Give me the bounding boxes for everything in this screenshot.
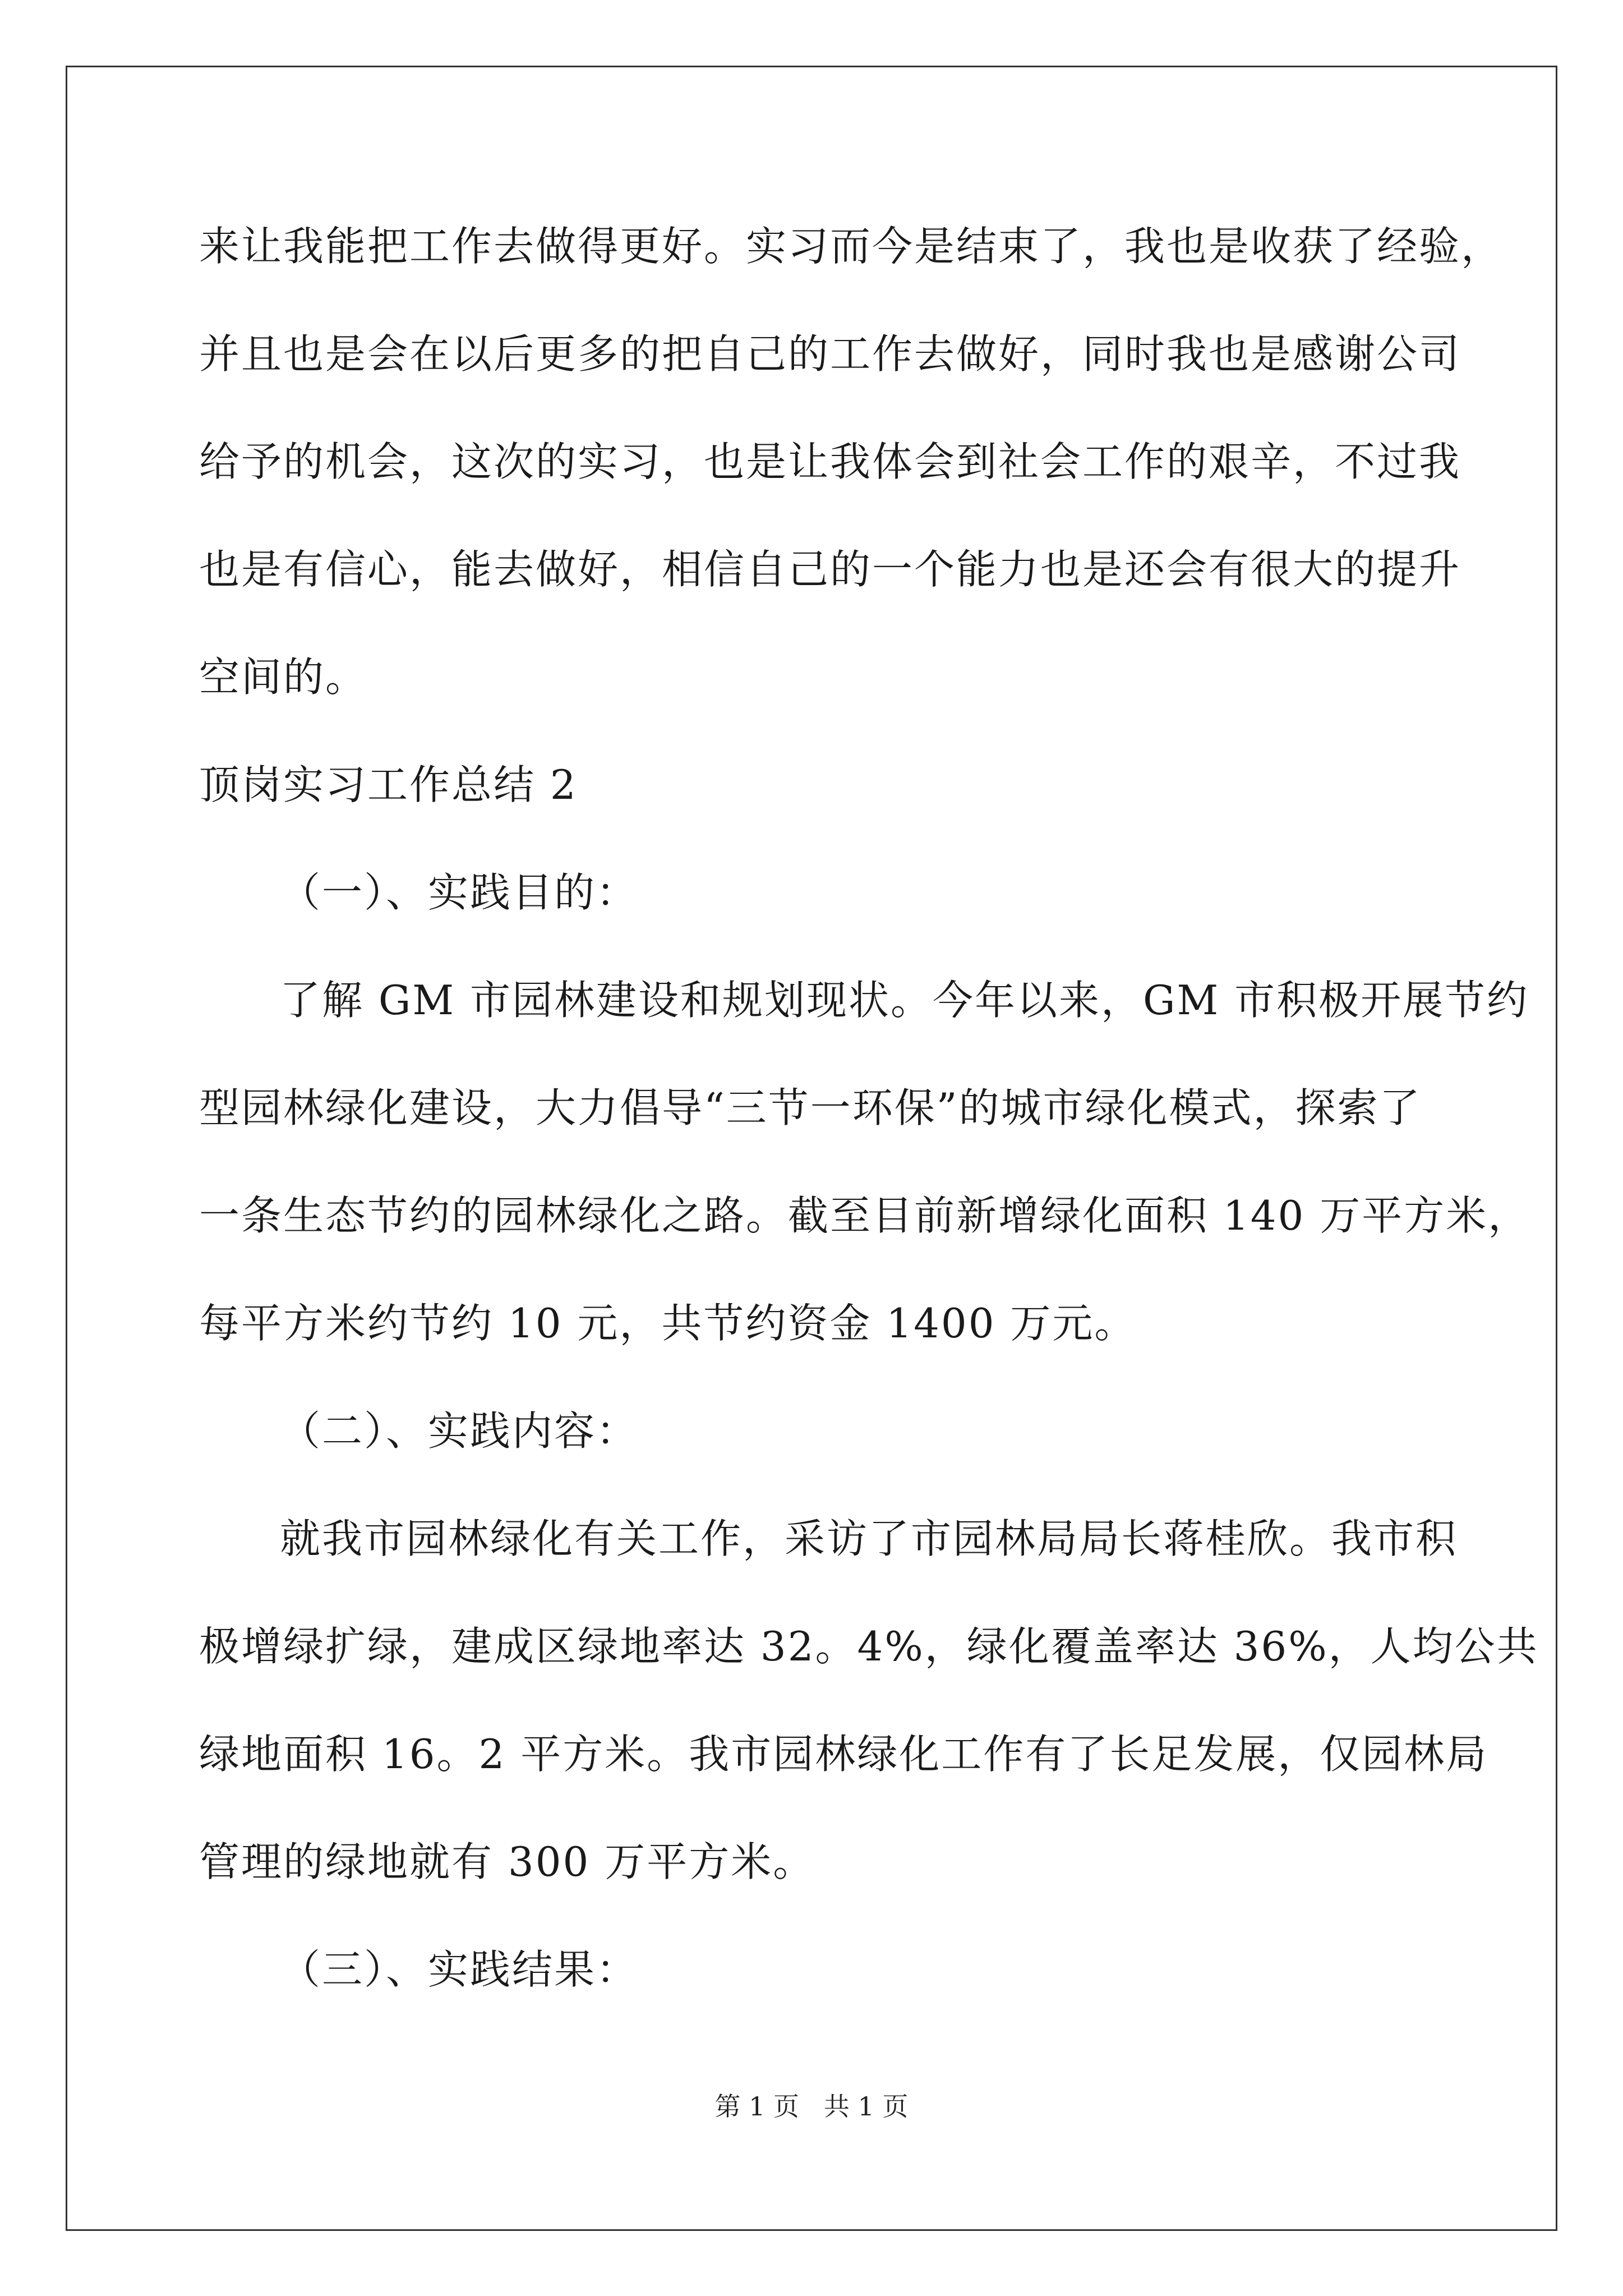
document-body [199, 216, 1539, 2047]
paragraph-line: 了解 GM 市园林建设和规划现状。今年以来，GM 市积极开展节约 [280, 977, 1529, 1024]
paragraph-line: 型园林绿化建设，大力倡导“三节一环保”的城市绿化模式，探索了 [199, 1084, 1422, 1131]
subsection-heading: （一）、实践目的： [280, 869, 639, 916]
paragraph-line: 每平方米约节约 10 元，共节约资金 1400 万元。 [199, 1300, 1137, 1347]
paragraph-line: 绿地面积 16。2 平方米。我市园林绿化工作有了长足发展，仅园林局 [199, 1731, 1488, 1778]
section-title: 顶岗实习工作总结 2 [199, 761, 578, 808]
paragraph-line: 空间的。 [199, 654, 368, 701]
subsection-heading: （三）、实践结果： [280, 1946, 639, 1993]
paragraph-line: 管理的绿地就有 300 万平方米。 [199, 1838, 815, 1885]
subsection-heading: （二）、实践内容： [280, 1407, 639, 1455]
paragraph-line: 一条生态节约的园林绿化之路。截至目前新增绿化面积 140 万平方米， [199, 1192, 1530, 1239]
page-footer: 第 1 页 共 1 页 [714, 2091, 909, 2122]
paragraph-line: 也是有信心，能去做好，相信自己的一个能力也是还会有很大的提升 [199, 546, 1461, 593]
paragraph-line: 并且也是会在以后更多的把自己的工作去做好，同时我也是感谢公司 [199, 330, 1461, 378]
paragraph-line: 极增绿扩绿，建成区绿地率达 32。4%，绿化覆盖率达 36%，人均公共 [199, 1623, 1539, 1670]
paragraph-line: 来让我能把工作去做得更好。实习而今是结束了，我也是收获了经验， [199, 223, 1504, 270]
paragraph-line: 就我市园林绿化有关工作，采访了市园林局局长蒋桂欣。我市积 [280, 1515, 1458, 1562]
paragraph-line: 给予的机会，这次的实习，也是让我体会到社会工作的艰辛，不过我 [199, 438, 1461, 485]
